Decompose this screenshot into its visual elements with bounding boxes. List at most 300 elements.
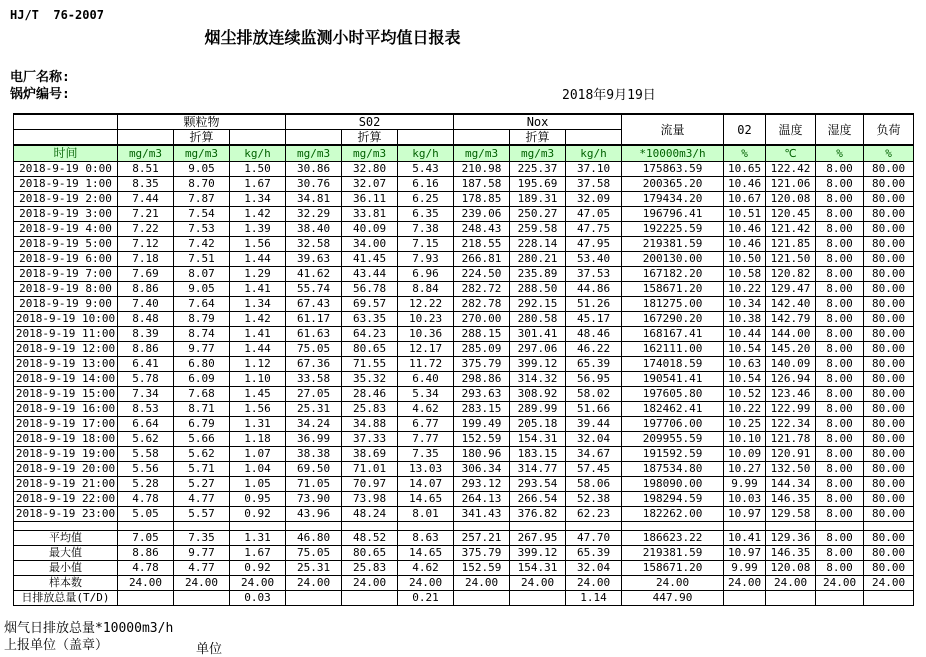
value-cell: 0.21 [398, 591, 454, 606]
value-cell: 10.46 [724, 177, 766, 192]
value-cell: 7.15 [398, 237, 454, 252]
blank-cell [566, 522, 622, 531]
unit-mg: mg/m3 [174, 145, 230, 162]
value-cell: 10.10 [724, 432, 766, 447]
value-cell: 182262.00 [622, 507, 724, 522]
blank-cell [622, 522, 724, 531]
value-cell: 218.55 [454, 237, 510, 252]
value-cell: 197605.80 [622, 387, 724, 402]
value-cell: 8.07 [174, 267, 230, 282]
value-cell: 192225.59 [622, 222, 724, 237]
value-cell: 283.15 [454, 402, 510, 417]
value-cell: 5.34 [398, 387, 454, 402]
value-cell: 288.50 [510, 282, 566, 297]
value-cell: 9.99 [724, 561, 766, 576]
value-cell [864, 591, 914, 606]
value-cell: 80.00 [864, 447, 914, 462]
value-cell: 4.78 [118, 561, 174, 576]
value-cell: 1.50 [230, 162, 286, 177]
value-cell: 80.00 [864, 507, 914, 522]
value-cell: 158671.20 [622, 282, 724, 297]
value-cell: 43.44 [342, 267, 398, 282]
value-cell: 5.62 [118, 432, 174, 447]
value-cell: 33.58 [286, 372, 342, 387]
value-cell: 399.12 [510, 546, 566, 561]
value-cell: 1.42 [230, 207, 286, 222]
value-cell: 8.71 [174, 402, 230, 417]
value-cell: 7.42 [174, 237, 230, 252]
row-label-cell: 2018-9-19 18:00 [14, 432, 118, 447]
row-label-cell: 2018-9-19 14:00 [14, 372, 118, 387]
row-label-cell: 2018-9-19 21:00 [14, 477, 118, 492]
value-cell: 24.00 [816, 576, 864, 591]
value-cell: 75.05 [286, 546, 342, 561]
table-row [14, 282, 914, 297]
value-cell: 122.42 [766, 162, 816, 177]
value-cell: 8.00 [816, 417, 864, 432]
value-cell: 6.09 [174, 372, 230, 387]
value-cell: 46.80 [286, 531, 342, 546]
converted-label: 折算 [174, 130, 230, 146]
value-cell: 73.90 [286, 492, 342, 507]
value-cell: 8.86 [118, 282, 174, 297]
value-cell: 10.22 [724, 282, 766, 297]
value-cell: 8.00 [816, 492, 864, 507]
unit-mg: mg/m3 [118, 145, 174, 162]
value-cell: 289.99 [510, 402, 566, 417]
unit-kgh: kg/h [398, 145, 454, 162]
value-cell: 0.03 [230, 591, 286, 606]
value-cell: 65.39 [566, 357, 622, 372]
row-label-cell: 2018-9-19 0:00 [14, 162, 118, 177]
value-cell: 80.00 [864, 561, 914, 576]
value-cell: 375.79 [454, 357, 510, 372]
value-cell: 5.66 [174, 432, 230, 447]
time-header: 时间 [14, 145, 118, 162]
table-row [14, 447, 914, 462]
value-cell: 80.00 [864, 432, 914, 447]
value-cell [118, 591, 174, 606]
value-cell: 80.00 [864, 267, 914, 282]
value-cell: 1.67 [230, 546, 286, 561]
boiler-no-label: 锅炉编号: [10, 87, 70, 102]
value-cell: 8.00 [816, 267, 864, 282]
blank-cell [118, 130, 174, 146]
blank-cell [118, 522, 174, 531]
header-row-groups [14, 114, 914, 130]
data-rows [14, 162, 914, 606]
value-cell: 8.84 [398, 282, 454, 297]
value-cell: 51.66 [566, 402, 622, 417]
summary-row [14, 591, 914, 606]
value-cell: 144.00 [766, 327, 816, 342]
value-cell: 178.85 [454, 192, 510, 207]
value-cell: 24.00 [174, 576, 230, 591]
value-cell: 32.09 [566, 192, 622, 207]
value-cell: 8.01 [398, 507, 454, 522]
value-cell: 9.77 [174, 342, 230, 357]
value-cell: 39.44 [566, 417, 622, 432]
value-cell: 80.00 [864, 372, 914, 387]
value-cell: 7.77 [398, 432, 454, 447]
blank-cell [342, 522, 398, 531]
value-cell: 152.59 [454, 561, 510, 576]
value-cell: 80.00 [864, 402, 914, 417]
value-cell: 198294.59 [622, 492, 724, 507]
value-cell: 10.67 [724, 192, 766, 207]
value-cell: 191592.59 [622, 447, 724, 462]
row-label-cell: 2018-9-19 23:00 [14, 507, 118, 522]
group-humidity: 湿度 [816, 114, 864, 145]
blank-cell [230, 130, 286, 146]
value-cell: 7.69 [118, 267, 174, 282]
row-label-cell: 最大值 [14, 546, 118, 561]
unit-percent: % [864, 145, 914, 162]
value-cell: 375.79 [454, 546, 510, 561]
value-cell: 48.24 [342, 507, 398, 522]
value-cell: 126.94 [766, 372, 816, 387]
value-cell: 152.59 [454, 432, 510, 447]
value-cell: 10.54 [724, 372, 766, 387]
value-cell: 132.50 [766, 462, 816, 477]
value-cell: 1.41 [230, 282, 286, 297]
blank-cell [230, 522, 286, 531]
value-cell: 8.00 [816, 222, 864, 237]
value-cell: 7.35 [174, 531, 230, 546]
value-cell: 6.40 [398, 372, 454, 387]
value-cell: 6.64 [118, 417, 174, 432]
value-cell: 10.65 [724, 162, 766, 177]
value-cell: 308.92 [510, 387, 566, 402]
value-cell: 235.89 [510, 267, 566, 282]
row-label-cell: 最小值 [14, 561, 118, 576]
value-cell: 122.99 [766, 402, 816, 417]
value-cell: 0.92 [230, 507, 286, 522]
value-cell: 24.00 [118, 576, 174, 591]
blank-cell [816, 522, 864, 531]
value-cell: 288.15 [454, 327, 510, 342]
value-cell: 1.31 [230, 531, 286, 546]
value-cell: 24.00 [566, 576, 622, 591]
value-cell: 5.27 [174, 477, 230, 492]
value-cell [816, 591, 864, 606]
value-cell [724, 591, 766, 606]
blank-cell [566, 130, 622, 146]
value-cell: 8.39 [118, 327, 174, 342]
converted-label: 折算 [510, 130, 566, 146]
value-cell: 25.83 [342, 561, 398, 576]
value-cell: 209955.59 [622, 432, 724, 447]
row-label-cell: 2018-9-19 19:00 [14, 447, 118, 462]
value-cell: 200130.00 [622, 252, 724, 267]
table-row [14, 357, 914, 372]
value-cell: 7.34 [118, 387, 174, 402]
value-cell: 10.23 [398, 312, 454, 327]
flue-gas-total-note: 烟气日排放总量*10000m3/h [4, 621, 174, 636]
value-cell: 121.06 [766, 177, 816, 192]
value-cell: 32.07 [342, 177, 398, 192]
row-label-cell: 2018-9-19 12:00 [14, 342, 118, 357]
row-label-cell: 2018-9-19 3:00 [14, 207, 118, 222]
standard-code: HJ/T 76-2007 [10, 8, 104, 22]
value-cell: 120.45 [766, 207, 816, 222]
value-cell: 24.00 [864, 576, 914, 591]
blank-cell [14, 522, 118, 531]
value-cell: 8.86 [118, 546, 174, 561]
value-cell: 34.88 [342, 417, 398, 432]
value-cell: 6.80 [174, 357, 230, 372]
value-cell: 1.44 [230, 252, 286, 267]
value-cell: 5.71 [174, 462, 230, 477]
unit-celsius: ℃ [766, 145, 816, 162]
report-date: 2018年9月19日 [562, 88, 656, 103]
value-cell: 36.11 [342, 192, 398, 207]
value-cell: 4.77 [174, 561, 230, 576]
row-label-cell: 日排放总量(T/D) [14, 591, 118, 606]
table-row [14, 327, 914, 342]
value-cell: 80.00 [864, 492, 914, 507]
value-cell: 293.54 [510, 477, 566, 492]
table-row [14, 312, 914, 327]
value-cell: 14.07 [398, 477, 454, 492]
value-cell: 9.99 [724, 477, 766, 492]
value-cell: 25.31 [286, 402, 342, 417]
blank-cell [454, 522, 510, 531]
value-cell: 144.34 [766, 477, 816, 492]
value-cell: 71.01 [342, 462, 398, 477]
value-cell: 80.00 [864, 297, 914, 312]
value-cell: 7.21 [118, 207, 174, 222]
value-cell: 314.77 [510, 462, 566, 477]
value-cell: 55.74 [286, 282, 342, 297]
value-cell: 7.44 [118, 192, 174, 207]
table-row [14, 252, 914, 267]
value-cell: 10.46 [724, 237, 766, 252]
value-cell: 120.82 [766, 267, 816, 282]
value-cell: 11.72 [398, 357, 454, 372]
value-cell: 71.05 [286, 477, 342, 492]
value-cell: 8.00 [816, 477, 864, 492]
value-cell: 37.33 [342, 432, 398, 447]
value-cell: 71.55 [342, 357, 398, 372]
value-cell: 8.86 [118, 342, 174, 357]
value-cell: 1.42 [230, 312, 286, 327]
value-cell: 314.32 [510, 372, 566, 387]
row-label-cell: 2018-9-19 1:00 [14, 177, 118, 192]
value-cell: 5.56 [118, 462, 174, 477]
value-cell: 8.00 [816, 312, 864, 327]
value-cell: 24.00 [398, 576, 454, 591]
value-cell: 80.65 [342, 546, 398, 561]
value-cell: 34.00 [342, 237, 398, 252]
value-cell: 34.67 [566, 447, 622, 462]
value-cell: 56.95 [566, 372, 622, 387]
value-cell: 32.04 [566, 432, 622, 447]
value-cell: 167290.20 [622, 312, 724, 327]
value-cell: 67.36 [286, 357, 342, 372]
value-cell: 5.78 [118, 372, 174, 387]
value-cell: 8.74 [174, 327, 230, 342]
value-cell: 7.93 [398, 252, 454, 267]
value-cell: 1.12 [230, 357, 286, 372]
value-cell: 10.27 [724, 462, 766, 477]
value-cell: 12.17 [398, 342, 454, 357]
group-so2: S02 [286, 114, 454, 130]
unit-mg: mg/m3 [286, 145, 342, 162]
value-cell: 7.18 [118, 252, 174, 267]
value-cell: 8.00 [816, 387, 864, 402]
value-cell: 10.54 [724, 342, 766, 357]
unit-percent: % [724, 145, 766, 162]
value-cell: 301.41 [510, 327, 566, 342]
value-cell: 47.05 [566, 207, 622, 222]
value-cell: 1.31 [230, 417, 286, 432]
blank-cell [766, 522, 816, 531]
value-cell: 282.78 [454, 297, 510, 312]
summary-row [14, 576, 914, 591]
value-cell: 10.25 [724, 417, 766, 432]
value-cell: 293.12 [454, 477, 510, 492]
row-label-cell: 样本数 [14, 576, 118, 591]
group-o2: 02 [724, 114, 766, 145]
group-particulate: 颗粒物 [118, 114, 286, 130]
value-cell: 33.81 [342, 207, 398, 222]
value-cell: 8.53 [118, 402, 174, 417]
value-cell: 4.78 [118, 492, 174, 507]
table-row [14, 267, 914, 282]
table-row [14, 207, 914, 222]
value-cell: 24.00 [230, 576, 286, 591]
value-cell: 10.97 [724, 546, 766, 561]
value-cell: 7.54 [174, 207, 230, 222]
value-cell: 175863.59 [622, 162, 724, 177]
value-cell: 10.58 [724, 267, 766, 282]
value-cell: 219381.59 [622, 237, 724, 252]
value-cell: 10.51 [724, 207, 766, 222]
value-cell: 80.00 [864, 546, 914, 561]
value-cell: 63.35 [342, 312, 398, 327]
value-cell [510, 591, 566, 606]
row-label-cell: 2018-9-19 5:00 [14, 237, 118, 252]
value-cell: 10.03 [724, 492, 766, 507]
value-cell: 7.68 [174, 387, 230, 402]
value-cell: 46.22 [566, 342, 622, 357]
value-cell: 282.72 [454, 282, 510, 297]
value-cell: 8.00 [816, 207, 864, 222]
value-cell: 7.53 [174, 222, 230, 237]
value-cell: 6.25 [398, 192, 454, 207]
value-cell: 9.05 [174, 282, 230, 297]
value-cell: 80.00 [864, 162, 914, 177]
value-cell: 1.10 [230, 372, 286, 387]
value-cell: 1.29 [230, 267, 286, 282]
spacer-row [14, 522, 914, 531]
value-cell: 179434.20 [622, 192, 724, 207]
value-cell: 1.67 [230, 177, 286, 192]
blank-cell [724, 522, 766, 531]
table-row [14, 462, 914, 477]
table-row [14, 387, 914, 402]
value-cell: 38.40 [286, 222, 342, 237]
value-cell: 297.06 [510, 342, 566, 357]
value-cell: 8.00 [816, 531, 864, 546]
value-cell: 73.98 [342, 492, 398, 507]
value-cell: 6.79 [174, 417, 230, 432]
value-cell: 10.52 [724, 387, 766, 402]
value-cell: 4.62 [398, 561, 454, 576]
value-cell: 341.43 [454, 507, 510, 522]
value-cell: 1.56 [230, 237, 286, 252]
value-cell: 210.98 [454, 162, 510, 177]
value-cell: 7.64 [174, 297, 230, 312]
value-cell: 182462.41 [622, 402, 724, 417]
value-cell: 6.35 [398, 207, 454, 222]
value-cell: 270.00 [454, 312, 510, 327]
value-cell: 10.41 [724, 531, 766, 546]
unit-mg: mg/m3 [342, 145, 398, 162]
value-cell: 8.00 [816, 561, 864, 576]
table-row [14, 432, 914, 447]
value-cell: 8.00 [816, 546, 864, 561]
value-cell: 7.35 [398, 447, 454, 462]
value-cell: 28.46 [342, 387, 398, 402]
row-label-cell: 2018-9-19 2:00 [14, 192, 118, 207]
value-cell: 168167.41 [622, 327, 724, 342]
value-cell: 10.50 [724, 252, 766, 267]
value-cell: 48.46 [566, 327, 622, 342]
value-cell: 199.49 [454, 417, 510, 432]
row-label-cell: 2018-9-19 4:00 [14, 222, 118, 237]
value-cell: 123.46 [766, 387, 816, 402]
page-title: 烟尘排放连续监测小时平均值日报表 [204, 28, 461, 47]
value-cell: 69.50 [286, 462, 342, 477]
value-cell: 129.47 [766, 282, 816, 297]
value-cell: 34.24 [286, 417, 342, 432]
value-cell: 1.04 [230, 462, 286, 477]
value-cell: 8.00 [816, 342, 864, 357]
value-cell: 280.21 [510, 252, 566, 267]
value-cell: 61.17 [286, 312, 342, 327]
value-cell: 41.62 [286, 267, 342, 282]
value-cell: 0.95 [230, 492, 286, 507]
value-cell: 8.00 [816, 432, 864, 447]
table-row [14, 507, 914, 522]
value-cell [342, 591, 398, 606]
value-cell: 219381.59 [622, 546, 724, 561]
value-cell: 35.32 [342, 372, 398, 387]
value-cell: 80.00 [864, 252, 914, 267]
value-cell: 57.45 [566, 462, 622, 477]
value-cell: 69.57 [342, 297, 398, 312]
blank-cell [398, 130, 454, 146]
value-cell: 158671.20 [622, 561, 724, 576]
value-cell: 80.00 [864, 207, 914, 222]
group-flow: 流量 [622, 114, 724, 145]
value-cell: 1.14 [566, 591, 622, 606]
value-cell: 239.06 [454, 207, 510, 222]
value-cell: 58.02 [566, 387, 622, 402]
value-cell: 62.23 [566, 507, 622, 522]
table-row [14, 492, 914, 507]
table-row [14, 372, 914, 387]
value-cell: 195.69 [510, 177, 566, 192]
table-row [14, 162, 914, 177]
value-cell: 8.00 [816, 297, 864, 312]
table-row [14, 297, 914, 312]
value-cell: 120.08 [766, 561, 816, 576]
value-cell: 80.00 [864, 177, 914, 192]
blank-cell [286, 522, 342, 531]
